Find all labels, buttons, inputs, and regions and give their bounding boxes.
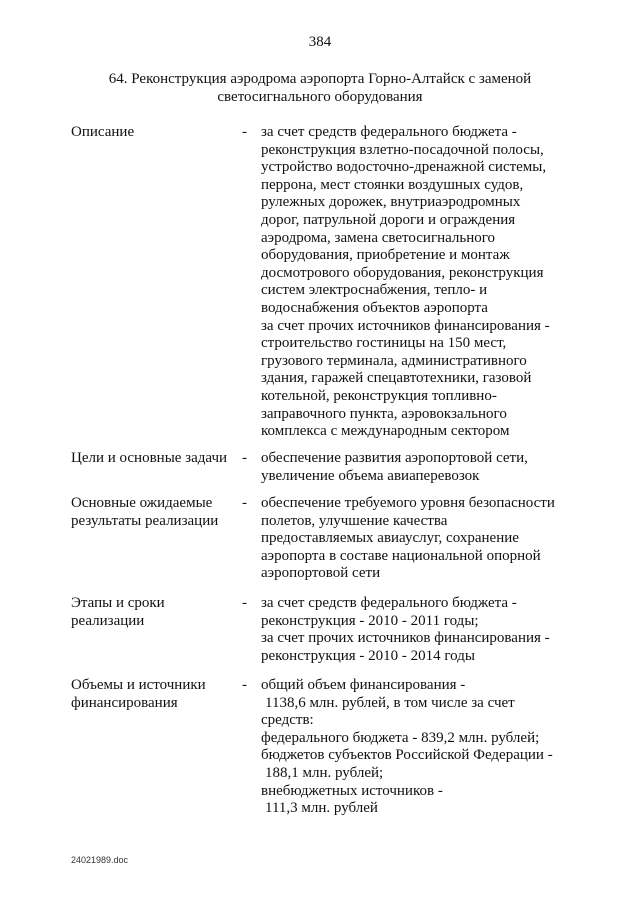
row-label	[71, 450, 246, 468]
row-value-line: полетов, улучшение качества	[261, 512, 448, 529]
row-value-line: реконструкция - 2010 - 2011 годы;	[261, 612, 479, 629]
row-value-line: здания, гаражей спецавтотехники, газовой	[261, 370, 532, 387]
row-value	[261, 495, 601, 583]
row-label-line: результаты реализации	[71, 512, 219, 529]
row-value-line: 1138,6 млн. рублей, в том числе за счет	[265, 694, 515, 711]
row-dash: -	[242, 124, 247, 140]
section-title-line: 64. Реконструкция аэродрома аэропорта Горно-Алтайск с заменой	[108, 71, 532, 87]
row-value-line: строительство гостиницы на 150 мест,	[261, 335, 507, 352]
row-value-line: оборудования, приобретение и монтаж	[261, 247, 510, 264]
row-value-line: досмотрового оборудования, реконструкция	[261, 264, 544, 281]
row-value-line: за счет средств федерального бюджета -	[261, 595, 517, 611]
row-value-line: заправочного пункта, аэровокзального	[261, 405, 507, 422]
document-filename: 24021989.doc	[71, 855, 129, 865]
row-value-line: обеспечение требуемого уровня безопасности	[261, 495, 555, 511]
row-value-line: аэродрома, замена светосигнального	[261, 229, 496, 246]
row-label	[71, 595, 246, 630]
row-label-line: Цели и основные задачи	[71, 450, 228, 466]
row-value-line: систем электроснабжения, тепло- и	[261, 282, 488, 299]
row-value-line: общий объем финансирования -	[261, 677, 466, 693]
row-value-line: 111,3 млн. рублей	[265, 800, 378, 817]
row-value-line: увеличение объема авиаперевозок	[261, 467, 480, 484]
row-value-line: рулежных дорожек, внутриаэродромных	[261, 194, 521, 211]
row-label-line: Этапы и сроки	[71, 595, 165, 611]
row-value	[261, 124, 601, 441]
row-label	[71, 124, 246, 142]
row-label	[71, 495, 246, 530]
row-dash: -	[242, 450, 247, 466]
section-title	[60, 70, 580, 106]
row-value-line: за счет прочих источников финансирования -	[261, 630, 550, 647]
row-dash: -	[242, 495, 247, 511]
row-value-line: аэропортовой сети	[261, 565, 381, 582]
row-label-line: Описание	[71, 124, 135, 140]
row-value	[261, 450, 601, 485]
row-value-line: перрона, мест стоянки воздушных судов,	[261, 176, 524, 193]
row-label-line: финансирования	[71, 694, 178, 711]
row-value-line: котельной, реконструкция топливно-	[261, 387, 497, 404]
row-label-line: Объемы и источники	[71, 677, 206, 693]
row-value-line: реконструкция взлетно-посадочной полосы,	[261, 141, 544, 158]
section-title-line: светосигнального оборудования	[217, 89, 423, 105]
row-value	[261, 595, 601, 665]
row-label-line: Основные ожидаемые	[71, 495, 213, 511]
page-number: 384	[308, 34, 332, 50]
row-value-line: аэропорта в составе национальной опорной	[261, 547, 541, 564]
row-value-line: внебюджетных источников -	[261, 782, 443, 799]
row-value-line: предоставляемых авиауслуг, сохранение	[261, 530, 519, 547]
row-label	[71, 677, 246, 712]
row-value-line: комплекса с международным сектором	[261, 423, 510, 440]
row-label-line: реализации	[71, 612, 145, 629]
row-value-line: за счет прочих источников финансирования -	[261, 317, 550, 334]
row-dash: -	[242, 595, 247, 611]
row-dash: -	[242, 677, 247, 693]
row-value-line: за счет средств федерального бюджета -	[261, 124, 517, 140]
row-value-line: бюджетов субъектов Российской Федерации -	[261, 747, 553, 764]
row-value-line: реконструкция - 2010 - 2014 годы	[261, 647, 475, 664]
row-value-line: дорог, патрульной дороги и ограждения	[261, 211, 516, 228]
row-value-line: грузового терминала, административного	[261, 352, 527, 369]
row-value-line: водоснабжения объектов аэропорта	[261, 299, 488, 316]
row-value	[261, 677, 601, 818]
row-value-line: 188,1 млн. рублей;	[265, 764, 384, 781]
row-value-line: федерального бюджета - 839,2 млн. рублей;	[261, 729, 540, 746]
row-value-line: устройство водосточно-дренажной системы,	[261, 159, 547, 176]
row-value-line: средств:	[261, 712, 314, 729]
row-value-line: обеспечение развития аэропортовой сети,	[261, 450, 528, 466]
